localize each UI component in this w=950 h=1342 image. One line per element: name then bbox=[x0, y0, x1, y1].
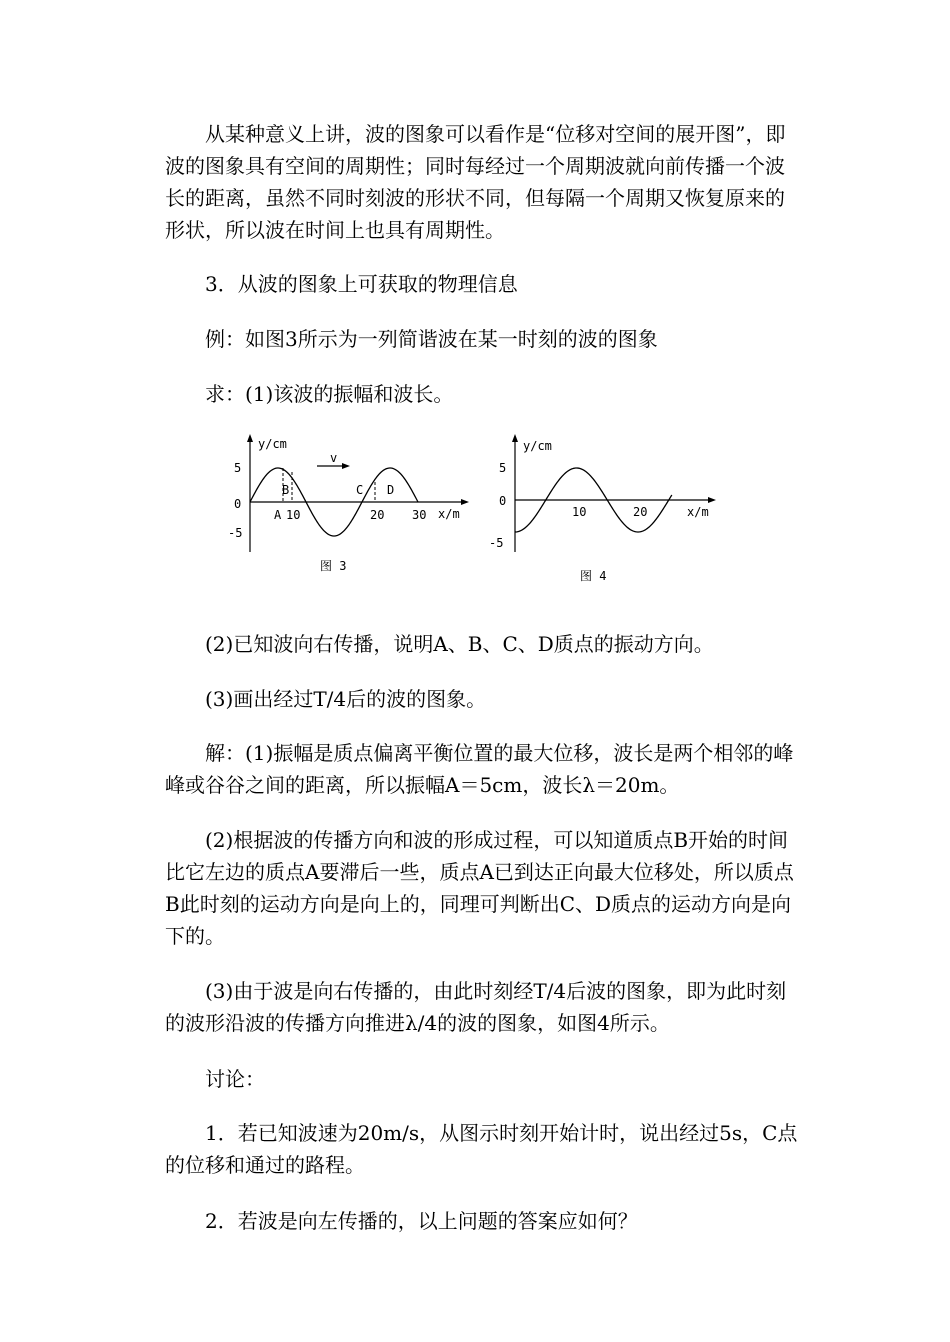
fig3-caption: 图 3 bbox=[320, 559, 347, 573]
question-3: (3)画出经过T/4后的波的图象。 bbox=[205, 687, 487, 711]
fig4-ytick-5: 5 bbox=[499, 461, 507, 475]
fig3-xtick-20: 20 bbox=[370, 508, 385, 522]
fig3-point-a: A bbox=[274, 508, 282, 522]
fig4-xtick-10: 10 bbox=[572, 505, 587, 519]
discussion-heading: 讨论： bbox=[205, 1067, 265, 1091]
discussion-q2: 2．若波是向左传播的，以上问题的答案应如何？ bbox=[205, 1209, 638, 1233]
fig3-xlabel: x/m bbox=[438, 507, 460, 521]
solution-2: (2)根据波的传播方向和波的形成过程，可以知道质点B开始的时间比它左边的质点A要滞后一些，质点A已到达正向最大位移处，所以质点B此时刻的运动方向是向上的，同理可判断出C、D质点的运动方向是向下的。 bbox=[165, 828, 794, 948]
question-1: 求：(1)该波的振幅和波长。 bbox=[205, 382, 454, 406]
fig3-y-arrow bbox=[247, 434, 253, 442]
figure-3-chart bbox=[220, 430, 480, 590]
fig3-xtick-30: 30 bbox=[412, 508, 427, 522]
discussion-q1: 1．若已知波速为20m/s，从图示时刻开始计时，说出经过5s，C点的位移和通过的路程。 bbox=[165, 1121, 798, 1177]
fig3-point-c: C bbox=[356, 483, 364, 497]
figure-4-chart bbox=[485, 430, 740, 590]
figures-row bbox=[220, 430, 740, 590]
solution-1: 解：(1)振幅是质点偏离平衡位置的最大位移，波长是两个相邻的峰峰或谷谷之间的距离，所以振幅A＝5cm，波长λ＝20m。 bbox=[165, 741, 794, 797]
fig4-caption: 图 4 bbox=[580, 569, 607, 583]
fig3-point-d: D bbox=[387, 483, 395, 497]
fig4-y-arrow bbox=[512, 434, 518, 442]
paragraph-intro: 从某种意义上讲，波的图象可以看作是“位移对空间的展开图”，即波的图象具有空间的周期性；同时每经过一个周期波就向前传播一个波长的距离，虽然不同时刻波的形状不同，但每隔一个周期又恢复原来的形状，所以波在时间上也具有周期性。 bbox=[165, 122, 786, 242]
fig3-ytick-5: 5 bbox=[234, 461, 242, 475]
fig4-ytick-0: 0 bbox=[499, 494, 507, 508]
fig3-ytick-0: 0 bbox=[234, 497, 242, 511]
fig3-ylabel: y/cm bbox=[258, 437, 287, 451]
fig3-point-b: B bbox=[282, 483, 290, 497]
fig4-xtick-20: 20 bbox=[633, 505, 648, 519]
fig3-velocity-label: v bbox=[330, 451, 338, 465]
fig3-ytick-neg5: -5 bbox=[228, 526, 243, 540]
fig3-xtick-10: 10 bbox=[286, 508, 301, 522]
fig3-velocity-arrowhead bbox=[342, 463, 350, 469]
fig4-x-arrow bbox=[708, 497, 716, 503]
fig4-ylabel: y/cm bbox=[523, 439, 552, 453]
section-heading-3: 3．从波的图象上可获取的物理信息 bbox=[205, 272, 518, 296]
solution-3: (3)由于波是向右传播的，由此时刻经T/4后波的图象，即为此时刻的波形沿波的传播方向推进λ/4的波的图象，如图4所示。 bbox=[165, 979, 787, 1035]
example-statement: 例：如图3所示为一列简谐波在某一时刻的波的图象 bbox=[205, 327, 658, 351]
fig4-xlabel: x/m bbox=[687, 505, 709, 519]
question-2: (2)已知波向右传播，说明A、B、C、D质点的振动方向。 bbox=[205, 632, 714, 656]
fig3-x-arrow bbox=[461, 499, 469, 505]
fig4-ytick-neg5: -5 bbox=[489, 536, 504, 550]
